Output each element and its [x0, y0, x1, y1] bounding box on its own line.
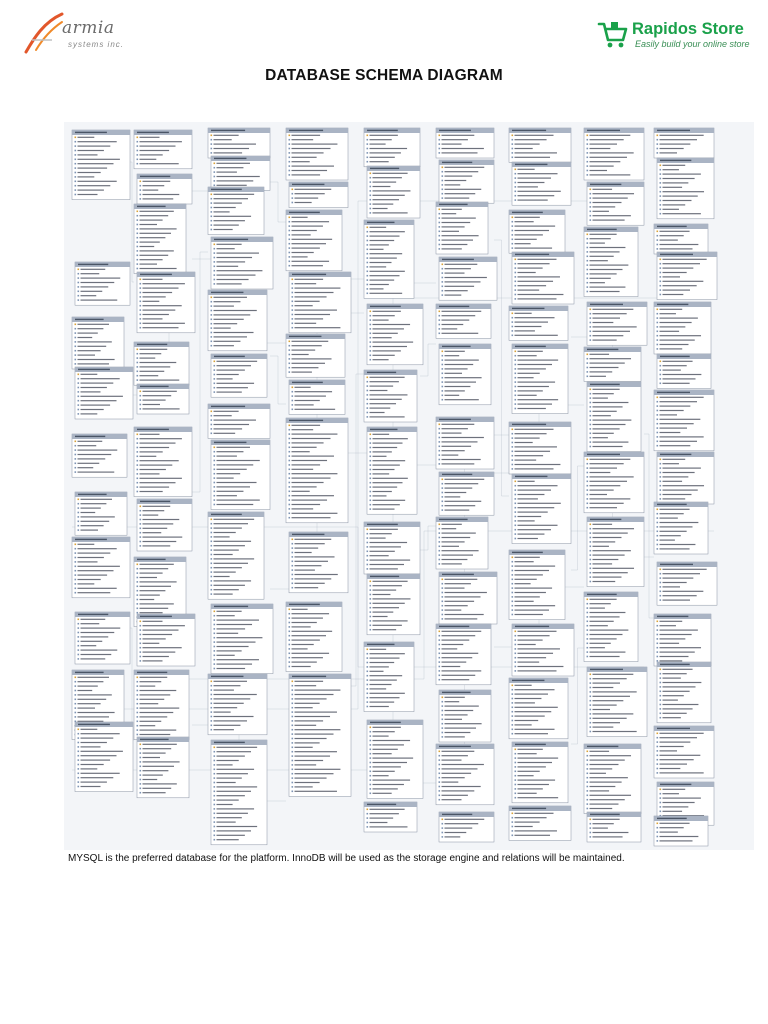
schema-table [436, 202, 488, 254]
schema-table [364, 370, 417, 422]
schema-table [654, 128, 714, 158]
schema-table [289, 380, 345, 414]
relation-line [420, 526, 436, 550]
schema-table [137, 174, 192, 204]
schema-table [509, 422, 571, 474]
rapidos-store-tagline: Easily build your online store [635, 39, 750, 49]
relation-line [571, 466, 584, 570]
schema-table [137, 384, 189, 414]
schema-table [654, 302, 711, 354]
schema-table [286, 418, 348, 523]
schema-table [439, 344, 491, 405]
schema-table [584, 744, 641, 814]
schema-table [654, 726, 714, 778]
schema-table [134, 130, 192, 169]
schema-table [654, 614, 711, 666]
schema-table [657, 452, 714, 504]
schema-table [439, 812, 494, 842]
schema-table [211, 237, 273, 289]
schema-table [208, 128, 270, 158]
schema-table [654, 224, 708, 254]
schema-table [436, 517, 488, 569]
schema-table [211, 604, 273, 674]
schema-table [512, 252, 574, 304]
relation-line [348, 374, 364, 686]
schema-table [509, 678, 568, 739]
schema-table [439, 160, 494, 203]
schema-table [289, 272, 351, 333]
schema-table [509, 806, 571, 840]
schema-table [436, 128, 494, 158]
schema-table [286, 128, 348, 180]
relation-line [270, 182, 286, 222]
armia-logo [22, 10, 152, 58]
footer-note: MYSQL is the preferred database for the platform. InnoDB will be used as the storage engine and relations will be maintained. [68, 853, 625, 864]
schema-table [75, 262, 130, 305]
schema-table [137, 737, 189, 798]
schema-table [286, 602, 342, 672]
schema-table [134, 204, 186, 274]
schema-table [509, 210, 565, 253]
schema-table [211, 740, 267, 845]
schema-table [509, 306, 568, 340]
schema-table [286, 334, 345, 377]
schema-diagram-canvas [64, 122, 754, 850]
schema-table [72, 434, 127, 477]
armia-tagline: systems inc. [68, 40, 125, 49]
schema-table [134, 342, 189, 385]
relation-line [130, 162, 134, 282]
schema-table [75, 492, 127, 535]
relation-line [270, 356, 286, 404]
schema-table [584, 592, 638, 662]
schema-table [208, 187, 264, 235]
schema-table [436, 744, 494, 805]
schema-table [436, 417, 494, 469]
schema-table [657, 562, 717, 605]
schema-table [587, 812, 641, 842]
schema-table [289, 674, 351, 796]
schema-table [654, 502, 708, 554]
schema-table [208, 674, 267, 735]
schema-table [509, 550, 565, 620]
schema-diagram [64, 122, 754, 850]
schema-table [367, 166, 420, 218]
schema-table [75, 367, 133, 419]
schema-table [211, 440, 270, 510]
schema-table [364, 522, 420, 574]
schema-table [512, 624, 574, 676]
schema-table [584, 452, 644, 513]
schema-table [657, 252, 717, 300]
schema-table [208, 290, 267, 351]
schema-table [584, 347, 641, 381]
schema-table [208, 512, 264, 599]
schema-table [584, 128, 644, 180]
schema-table [436, 304, 491, 338]
schema-table [512, 162, 571, 205]
schema-table [439, 472, 494, 515]
schema-table [657, 662, 711, 723]
schema-table [654, 390, 714, 451]
schema-table [364, 128, 420, 167]
schema-table [211, 354, 267, 397]
schema-table [367, 304, 423, 365]
schema-table [439, 690, 491, 742]
schema-table [289, 182, 348, 208]
schema-table [509, 128, 571, 162]
schema-table [367, 574, 420, 635]
schema-table [436, 624, 491, 685]
armia-swoosh-icon [22, 10, 66, 56]
schema-table [439, 257, 497, 300]
schema-table [137, 614, 195, 666]
schema-table [654, 816, 708, 846]
schema-table [208, 404, 270, 438]
schema-table [587, 302, 647, 345]
rapidos-store-wordmark: Rapidos Store [632, 20, 744, 38]
rapidos-store-logo [597, 18, 762, 54]
schema-table [72, 130, 130, 200]
schema-table [286, 210, 342, 271]
schema-table [75, 722, 133, 792]
schema-table [587, 182, 644, 225]
schema-table [512, 742, 568, 803]
schema-table [72, 317, 124, 369]
schema-table [134, 427, 192, 497]
relation-line [644, 434, 654, 618]
schema-table [211, 156, 270, 190]
schema-table [134, 670, 189, 740]
schema-table [587, 667, 647, 737]
schema-table [657, 354, 711, 388]
schema-table [587, 517, 644, 587]
schema-table [75, 612, 130, 664]
schema-table [512, 474, 571, 544]
armia-wordmark: armia [62, 18, 115, 38]
schema-table [364, 220, 414, 298]
schema-table [584, 227, 638, 297]
schema-table [364, 802, 417, 832]
schema-table [289, 532, 348, 593]
shopping-cart-icon [597, 20, 629, 50]
page-title: DATABASE SCHEMA DIAGRAM [265, 67, 503, 84]
schema-table [587, 382, 641, 452]
schema-table [367, 427, 417, 514]
schema-table [137, 499, 192, 551]
schema-table [512, 344, 568, 414]
schema-table [364, 642, 414, 712]
schema-table [657, 158, 714, 219]
schema-table [72, 537, 130, 598]
schema-table [367, 720, 423, 798]
schema-table [439, 572, 497, 624]
schema-table [137, 272, 195, 333]
